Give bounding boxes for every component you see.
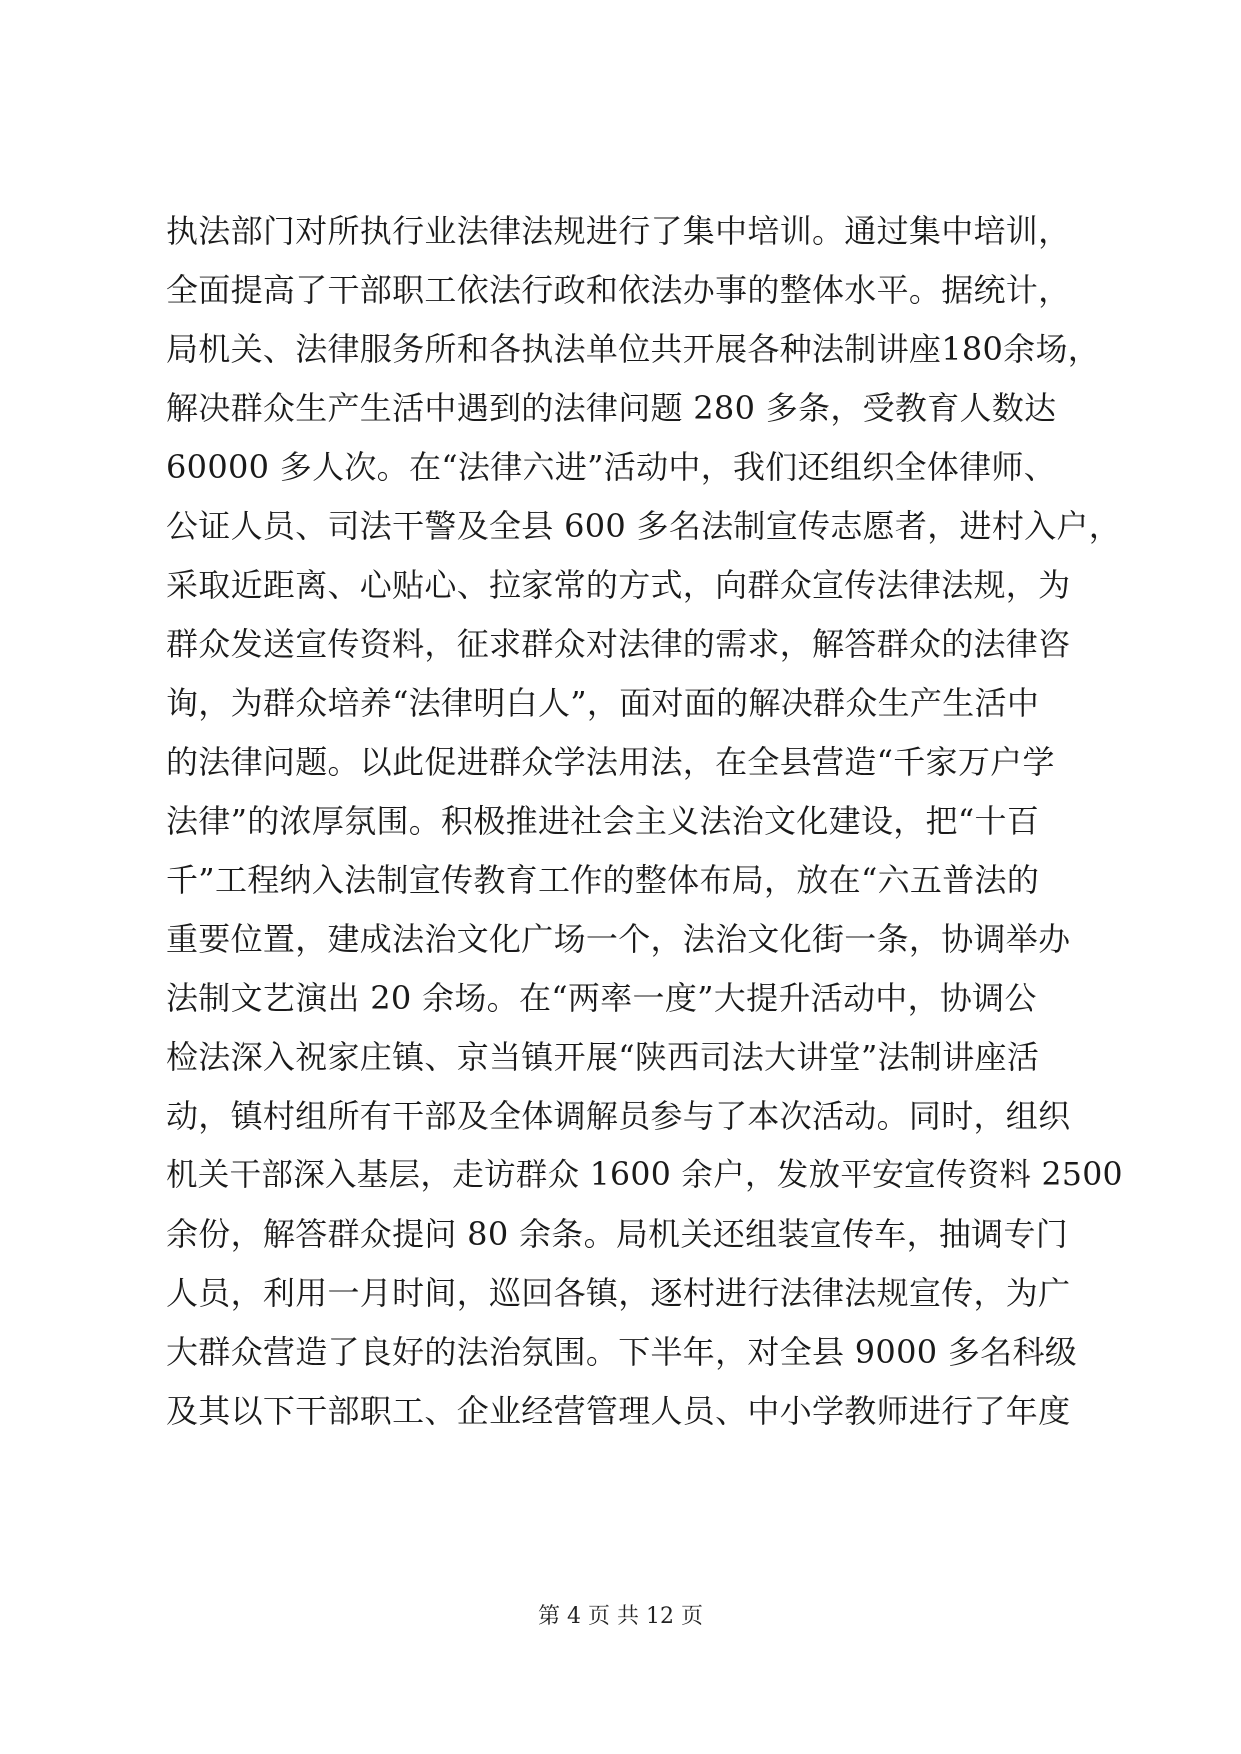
- text-line-19: 人员，利用一月时间，巡回各镇，逐村进行法律法规宣传，为广: [166, 1274, 1071, 1312]
- text-line-5: 60000 多人次。在“法律六进”活动中，我们还组织全体律师、: [166, 448, 1056, 486]
- text-line-8: 群众发送宣传资料，征求群众对法律的需求，解答群众的法律咨: [166, 625, 1071, 663]
- page-footer: 第 4 页 共 12 页: [538, 1604, 703, 1629]
- text-line-9: 询，为群众培养“法律明白人”，面对面的解决群众生产生活中: [166, 684, 1040, 722]
- text-line-7: 采取近距离、心贴心、拉家常的方式，向群众宣传法律法规，为: [166, 566, 1071, 604]
- text-line-20: 大群众营造了良好的法治氛围。下半年，对全县 9000 多名科级: [166, 1333, 1078, 1371]
- text-line-3: 局机关、法律服务所和各执法单位共开展各种法制讲座180余场，: [166, 330, 1101, 368]
- text-line-18: 余份，解答群众提问 80 余条。局机关还组装宣传车，抽调专门: [166, 1215, 1069, 1253]
- text-line-1: 执法部门对所执行业法律法规进行了集中培训。通过集中培训，: [166, 212, 1071, 250]
- text-line-2: 全面提高了干部职工依法行政和依法办事的整体水平。据统计，: [166, 271, 1071, 309]
- text-line-15: 检法深入祝家庄镇、京当镇开展“陕西司法大讲堂”法制讲座活: [166, 1038, 1040, 1076]
- text-line-11: 法律”的浓厚氛围。积极推进社会主义法治文化建设，把“十百: [166, 802, 1040, 840]
- text-line-21: 及其以下干部职工、企业经营管理人员、中小学教师进行了年度: [166, 1392, 1071, 1430]
- text-line-10: 的法律问题。以此促进群众学法用法，在全县营造“千家万户学: [166, 743, 1055, 781]
- text-line-12: 千”工程纳入法制宣传教育工作的整体布局，放在“六五普法的: [166, 861, 1040, 899]
- text-line-6: 公证人员、司法干警及全县 600 多名法制宣传志愿者，进村入户，: [166, 507, 1122, 545]
- text-line-13: 重要位置，建成法治文化广场一个，法治文化街一条，协调举办: [166, 920, 1071, 958]
- text-line-4: 解决群众生产生活中遇到的法律问题 280 多条，受教育人数达: [166, 389, 1057, 427]
- text-line-16: 动，镇村组所有干部及全体调解员参与了本次活动。同时，组织: [166, 1097, 1071, 1135]
- body-text: [166, 202, 1126, 1441]
- text-line-14: 法制文艺演出 20 余场。在“两率一度”大提升活动中，协调公: [166, 979, 1037, 1017]
- text-line-17: 机关干部深入基层，走访群众 1600 余户，发放平安宣传资料 2500: [166, 1157, 1123, 1193]
